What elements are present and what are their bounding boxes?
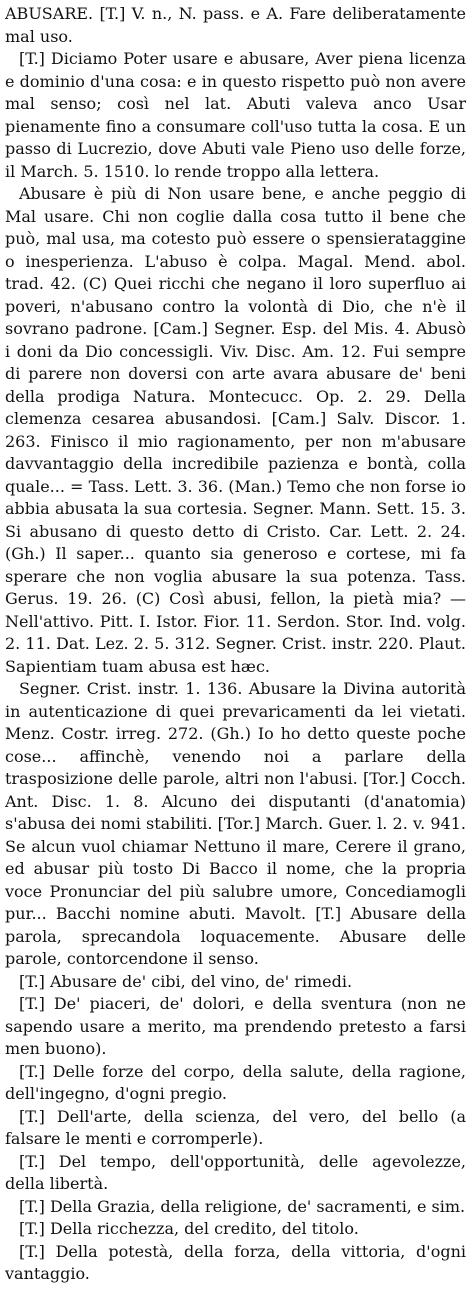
entry-sense-paragraph: [T.] Della ricchezza, del credito, del titolo.: [19, 1219, 359, 1238]
entry-sense-paragraph: [T.] Del tempo, dell'opportunità, delle agevolezze, della libertà.: [5, 1151, 466, 1193]
entry-sense-paragraph: [T.] Abusare de' cibi, del vino, de' rimedi.: [19, 971, 353, 991]
entry-sense-paragraph: [T.] De' piaceri, de' dolori, e della sventura (non ne sapendo usare a merito, ma prendendo pretesto a farsi men buono).: [5, 994, 466, 1058]
entry-heading-paragraph: ABUSARE. [T.] V. n., N. pass. e A. Fare deliberatamente mal uso.: [5, 4, 466, 46]
entry-sense-paragraph: [T.] Dell'arte, della scienza, del vero, del bello (a falsare le menti e corromperle).: [5, 1106, 466, 1148]
entry-note-paragraph: [T.] Diciamo Poter usare e abusare, Aver piena licenza e dominio d'una cosa: e in questo rispetto può non avere mal senso; così nel lat. Abuti valeva anco Usar pienamente fino a consumare coll'uso tutta la cosa. E un passo di Lucrezio, dove Abuti vale Pieno uso delle forze, il March. 5. 1510. lo rende troppo alla lettera.: [5, 49, 466, 181]
entry-citations-paragraph: Abusare è più di Non usare bene, e anche peggio di Mal usare. Chi non coglie dalla cosa tutto il bene che può, mal usa, ma cotesto può essere o spensierataggine o inesperienza. L'abuso è colpa. Magal. Mend. abol. trad. 42. (C) Quei ricchi che negano il loro superfluo ai poveri, n'abusano contro la volontà di Dio, che n'è il sovrano padrone. [Cam.] Segner. Esp. del Mis. 4. Abusò i doni da Dio concessigli. Viv. Disc. Am. 12. Fui sempre di parere non doversi con arte avara abusare de' beni della prodiga Natura. Montecucc. Op. 2. 29. Della clemenza cesarea abusandosi. [Cam.] Salv. Discor. 1. 263. Finisco il mio ragionamento, per non m'abusare davvantaggio della incredibile pazienza e bontà, colla quale... = Tass. Lett. 3. 36. (Man.) Temo che non forse io abbia abusata la sua cortesia. Segner. Mann. Sett. 15. 3. Si abusano di questo detto di Cristo. Car. Lett. 2. 24. (Gh.) Il saper... quanto sia generoso e cortese, mi fa sperare che non voglia abusare la sua potenza. Tass. Gerus. 19. 26. (C) Così abusi, fellon, la pietà mia? — Nell'attivo. Pitt. I. Istor. Fior. 11. Serdon. Stor. Ind. volg. 2. 11. Dat. Lez. 2. 5. 312. Segner. Crist. instr. 220. Plaut. Sapientiam tuam abusa est hæc.: [5, 184, 466, 676]
entry-sense-paragraph: [T.] Delle forze del corpo, della salute, della ragione, dell'ingegno, d'ogni pregio.: [5, 1061, 466, 1103]
entry-citations-paragraph: Segner. Crist. instr. 1. 136. Abusare la Divina autorità in autenticazione di quei prevaricamenti da lei vietati. Menz. Costr. irreg. 272. (Gh.) Io ho detto queste poche cose... affinchè, venendo noi a parlare della trasposizione delle parole, altri non l'abusi. [Tor.] Cocch. Ant. Disc. 1. 8. Alcuno dei disputanti (d'anatomia) s'abusa dei nomi stabiliti. [Tor.] March. Guer. l. 2. v. 941. Se alcun vuol chiamar Nettuno il mare, Cerere il grano, ed abusar più tosto Di Bacco il nome, che la propria voce Pronunciar del più salubre umore, Concediamogli pur... Bacchi nomine abuti. Mavolt. [T.] Abusare della parola, sprecandola loquacemente. Abusare delle parole, contorcendone il senso.: [5, 679, 466, 968]
entry-sense-paragraph: [T.] Della Grazia, della religione, de' sacramenti, e sim.: [19, 1196, 466, 1216]
entry-sense-paragraph: [T.] Della potestà, della forza, della vittoria, d'ogni vantaggio.: [5, 1241, 466, 1283]
